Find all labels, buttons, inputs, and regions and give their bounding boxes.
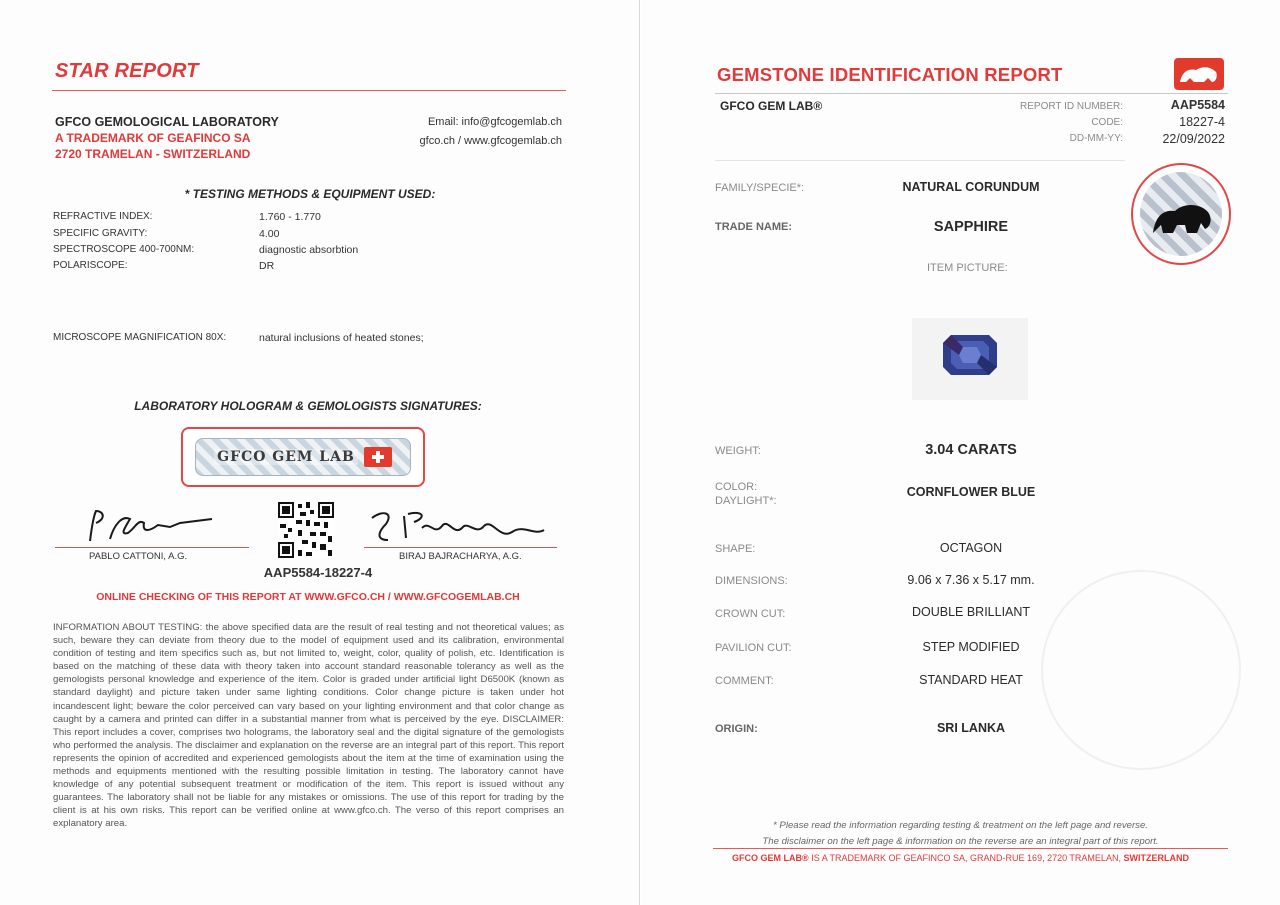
- dimensions-label: DIMENSIONS:: [715, 575, 788, 587]
- swiss-flag-icon: [364, 447, 392, 467]
- lab-trademark: A TRADEMARK OF GEAFINCO SA: [55, 131, 251, 145]
- crown-cut-label: CROWN CUT:: [715, 608, 786, 620]
- star-report-title: STAR REPORT: [55, 60, 199, 82]
- trade-name-value: SAPPHIRE: [933, 219, 1009, 235]
- lab-short-name: GFCO GEM LAB®: [720, 99, 823, 113]
- weight-label: WEIGHT:: [715, 445, 761, 457]
- signature-line: [55, 547, 249, 548]
- hologram-text: GFCO GEM LAB: [214, 449, 358, 465]
- code-value: 18227-4: [1179, 115, 1225, 129]
- family-value: NATURAL CORUNDUM: [902, 180, 1040, 194]
- lab-address: 2720 TRAMELAN - SWITZERLAND: [55, 147, 251, 161]
- property-value: diagnostic absorbtion: [259, 244, 359, 256]
- report-id-label: REPORT ID NUMBER:: [1020, 101, 1123, 112]
- title-divider: [52, 90, 566, 91]
- comment-value: STANDARD HEAT: [919, 673, 1023, 687]
- lab-websites: gfco.ch / www.gfcogemlab.ch: [419, 135, 562, 147]
- lab-hologram: [181, 427, 425, 487]
- report-id-value: AAP5584: [1170, 98, 1225, 112]
- lab-name: GFCO GEMOLOGICAL LABORATORY: [55, 115, 279, 129]
- gfco-logo-icon: [1174, 58, 1224, 90]
- lab-email: Email: info@gfcogemlab.ch: [427, 116, 562, 128]
- footer-country: SWITZERLAND: [1123, 853, 1189, 863]
- family-label: FAMILY/SPECIE*:: [715, 182, 805, 194]
- footer-brand: GFCO GEM LAB®: [732, 853, 809, 863]
- crown-cut-value: DOUBLE BRILLIANT: [911, 605, 1031, 619]
- weight-value: 3.04 CARATS: [925, 442, 1017, 458]
- title-divider: [715, 93, 1228, 94]
- date-label: DD-MM-YY:: [1069, 133, 1123, 144]
- date-value: 22/09/2022: [1162, 132, 1225, 146]
- signature-cattoni: [80, 505, 220, 547]
- property-value: 1.760 - 1.770: [259, 211, 321, 223]
- color-daylight-label: DAYLIGHT*:: [715, 495, 777, 507]
- origin-label: ORIGIN:: [715, 723, 758, 735]
- code-label: CODE:: [1091, 117, 1123, 128]
- color-value: CORNFLOWER BLUE: [906, 485, 1036, 499]
- microscope-label: MICROSCOPE MAGNIFICATION 80X:: [53, 332, 227, 343]
- section-divider: [715, 160, 1125, 161]
- qr-code-icon[interactable]: [278, 502, 334, 558]
- comment-label: COMMENT:: [715, 675, 774, 687]
- item-picture-label: ITEM PICTURE:: [927, 262, 1008, 274]
- methods-title: * TESTING METHODS & EQUIPMENT USED:: [184, 187, 436, 201]
- property-label: POLARISCOPE:: [53, 260, 128, 271]
- shape-label: SHAPE:: [715, 543, 756, 555]
- property-value: 4.00: [259, 228, 280, 240]
- elephant-logo-icon: [1149, 197, 1219, 237]
- property-label: SPECIFIC GRAVITY:: [53, 228, 148, 239]
- microscope-value: natural inclusions of heated stones;: [259, 332, 424, 344]
- hologram-title: LABORATORY HOLOGRAM & GEMOLOGISTS SIGNATURES:: [134, 399, 482, 413]
- pavilion-cut-label: PAVILION CUT:: [715, 642, 792, 654]
- online-check-link[interactable]: ONLINE CHECKING OF THIS REPORT AT WWW.GFCO.CH / WWW.GFCOGEMLAB.CH: [96, 591, 520, 603]
- item-picture: [912, 318, 1028, 400]
- disclaimer-text: INFORMATION ABOUT TESTING: the above specified data are the result of real testing and not theoretical values; as such, beware they can deviate from theory due to the model of equipment used and its calibration, environmental condition of testing and item specifics such as, but not limited to, weight, color, quality of polish, etc. Identification is based on the matching of these data with theory taken into account standard reasonable tolerancy as well as the gemologists personal knowledge and experience of the item. Color is graded under artificial light D6500K (known as standard daylight) and picture taken under same lighting conditions. Color change picture is taken under hot incandescent light; beware the color perceived can vary based on your lighting environment and that color change as caught by a camera and printed can differ in a substantial manner from what is perceived by the eye. DISCLAIMER: This report includes a cover, comprises two holograms, the laboratory seal and the digital signature of the gemologists who performed the analysis. The disclaimer and explanation on the reverse are an integral part of this report. This report represents the opinion of accredited and experienced gemologists about the item at the time of examination using the methods and equipments mentioned with the resulting possible limitation in testing. The laboratory cannot have knowledge of any potential subsequent treatment or modification of the item. This report is issued without any guarantees. The laboratory shall not be liable for any mistakes or omissions. The use of this report for trading by the client is at his own risks. This report can be verified online at www.gfco.ch. The verso of this report comprises an explanatory area.: [53, 622, 564, 830]
- footer-address: IS A TRADEMARK OF GEAFINCO SA, GRAND-RUE 169, 2720 TRAMELAN,: [808, 853, 1124, 863]
- property-value: DR: [259, 260, 275, 272]
- footer-divider: [713, 848, 1228, 849]
- hologram-sticker: [195, 438, 411, 476]
- color-label: COLOR:: [715, 481, 758, 493]
- shape-value: OCTAGON: [939, 541, 1003, 555]
- origin-value: SRI LANKA: [936, 721, 1006, 735]
- property-label: SPECTROSCOPE 400-700NM:: [53, 244, 195, 255]
- report-code: AAP5584-18227-4: [263, 565, 373, 580]
- embossed-seal-watermark: [1041, 570, 1241, 770]
- signatory-name: PABLO CATTONI, A.G.: [89, 551, 188, 562]
- lab-seal-hologram: [1131, 163, 1231, 265]
- property-label: REFRACTIVE INDEX:: [53, 211, 153, 222]
- signature-line: [364, 547, 557, 548]
- sapphire-gem-image: [943, 335, 997, 375]
- footer-trademark: [641, 853, 1280, 863]
- right-page: [641, 0, 1280, 905]
- footnote-disclaimer: The disclaimer on the left page & information on the reverse are an integral part of this report.: [762, 836, 1159, 847]
- trade-name-label: TRADE NAME:: [715, 221, 792, 233]
- signatory-name: BIRAJ BAJRACHARYA, A.G.: [399, 551, 522, 562]
- pavilion-cut-value: STEP MODIFIED: [922, 640, 1020, 654]
- report-title: GEMSTONE IDENTIFICATION REPORT: [717, 64, 1063, 85]
- footnote-reading: * Please read the information regarding testing & treatment on the left page and reverse.: [773, 820, 1148, 831]
- dimensions-value: 9.06 x 7.36 x 5.17 mm.: [907, 573, 1035, 587]
